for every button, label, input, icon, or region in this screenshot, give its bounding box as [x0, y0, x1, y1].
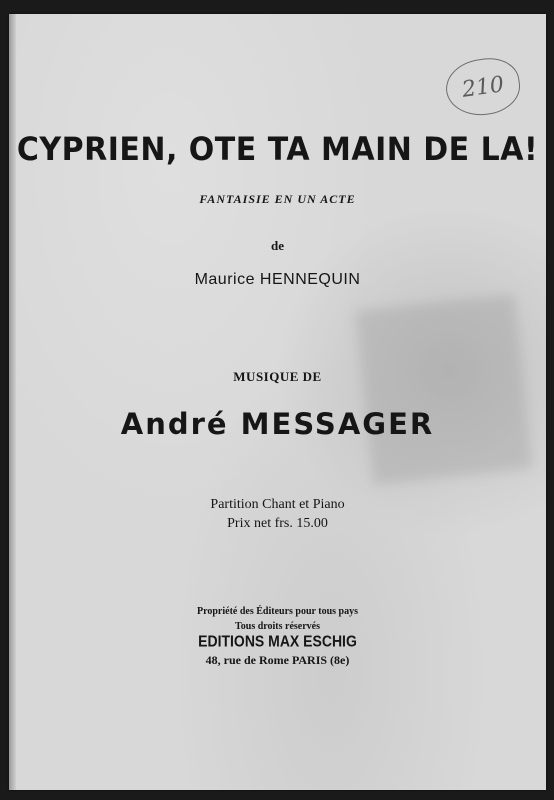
- edition-type: Partition Chant et Piano: [210, 497, 345, 512]
- pencil-annotation-text: 210: [460, 71, 506, 103]
- pencil-annotation: [442, 54, 523, 120]
- opera-title: CYPRIEN, OTE TA MAIN DE LA!: [16, 130, 539, 169]
- publisher-address: 48, rue de Rome PARIS (8e): [205, 653, 350, 667]
- paper-stain: [355, 294, 532, 485]
- rights-line-1: Propriété des Éditeurs pour tous pays: [196, 606, 359, 617]
- rights-notice: [9, 604, 546, 634]
- rights-line-2: Tous droits réservés: [235, 621, 320, 632]
- score-cover-page: [9, 14, 546, 790]
- opera-subtitle: FANTAISIE EN UN ACTE: [199, 192, 356, 206]
- publisher-name: EDITIONS MAX ESCHIG: [198, 632, 357, 650]
- composer-name: André MESSAGER: [120, 407, 435, 441]
- by-word: de: [271, 238, 284, 253]
- librettist-name: Maurice HENNEQUIN: [194, 271, 361, 288]
- edition-info: [9, 495, 546, 533]
- music-by-label: MUSIQUE DE: [233, 369, 322, 384]
- price-label: Prix net frs. 15.00: [227, 516, 328, 531]
